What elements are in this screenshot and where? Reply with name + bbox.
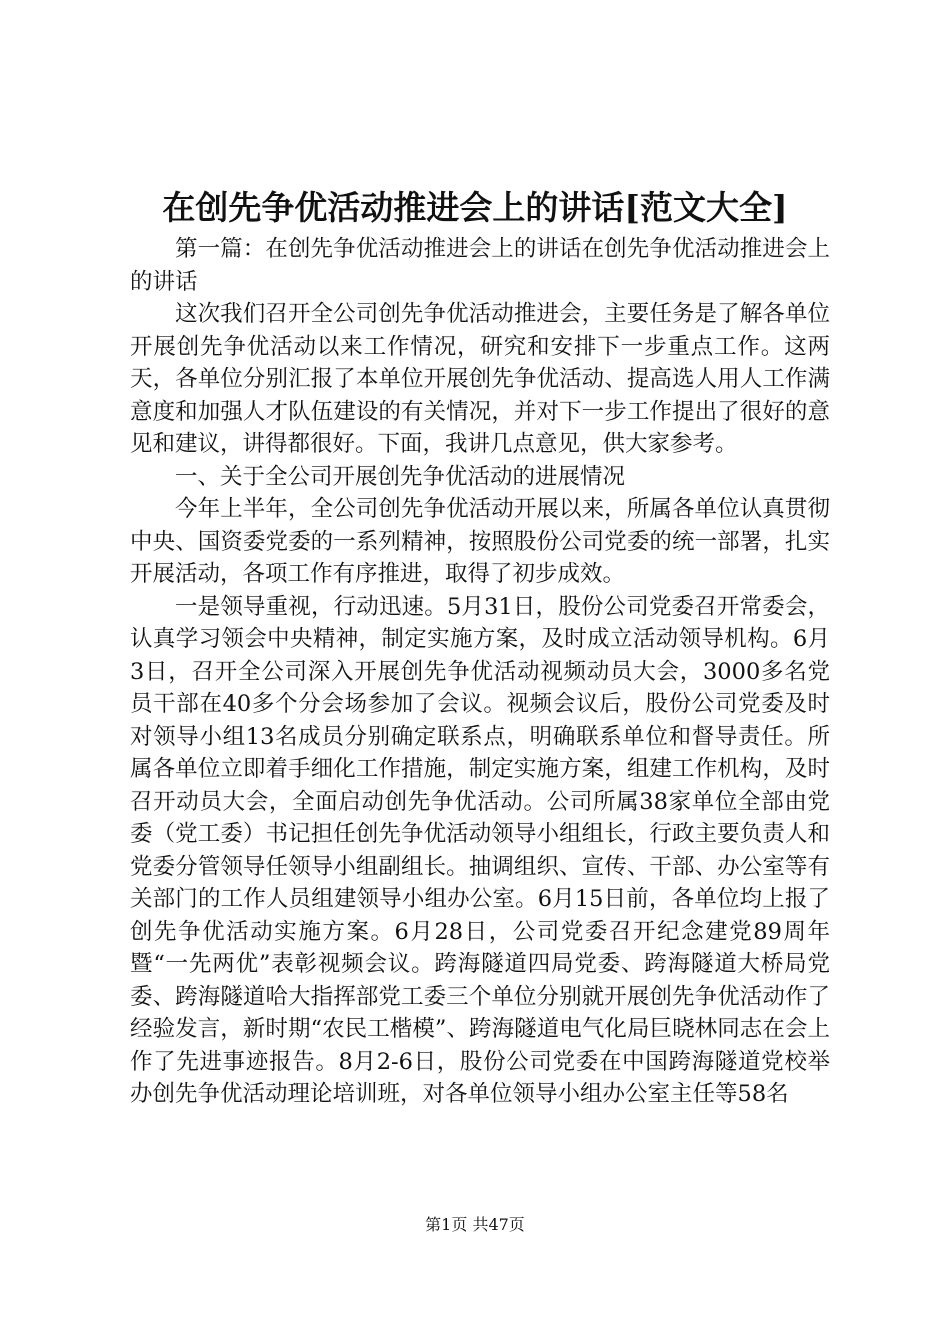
section-heading: 一、关于全公司开展创先争优活动的进展情况 [175,463,626,490]
document-body [130,233,830,1111]
document-title: 在创先争优活动推进会上的讲话[范文大全] [162,188,788,227]
paragraph-subtitle: 第一篇：在创先争优活动推进会上的讲话在创先争优活动推进会上的讲话 [130,236,830,295]
paragraph-progress: 今年上半年，全公司创先争优活动开展以来，所属各单位认真贯彻中央、国资委党委的一系列精神，按照股份公司党委的统一部署，扎实开展活动，各项工作有序推进，取得了初步成效。 [130,496,830,587]
page-indicator: 第1页 共47页 [425,1215,525,1234]
paragraph-intro: 这次我们召开全公司创先争优活动推进会，主要任务是了解各单位开展创先争优活动以来工作情况，研究和安排下一步重点工作。这两天，各单位分别汇报了本单位开展创先争优活动、提高选人用人工作满意度和加强人才队伍建设的有关情况，并对下一步工作提出了很好的意见和建议，讲得都很好。下面，我讲几点意见，供大家参考。 [130,301,830,457]
paragraph-leadership: 一是领导重视，行动迅速。5月31日，股份公司党委召开常委会，认真学习领会中央精神，制定实施方案，及时成立活动领导机构。6月3日，召开全公司深入开展创先争优活动视频动员大会，3000多名党员干部在40多个分会场参加了会议。视频会议后，股份公司党委及时对领导小组13名成员分别确定联系点，明确联系单位和督导责任。所属各单位立即着手细化工作措施，制定实施方案，组建工作机构，及时召开动员大会，全面启动创先争优活动。公司所属38家单位全部由党委（党工委）书记担任创先争优活动领导小组组长，行政主要负责人和党委分管领导任领导小组副组长。抽调组织、宣传、干部、办公室等有关部门的工作人员组建领导小组办公室。6月15日前，各单位均上报了创先争优活动实施方案。6月28日，公司党委召开纪念建党89周年暨“一先两优”表彰视频会议。跨海隧道四局党委、跨海隧道大桥局党委、跨海隧道哈大指挥部党工委三个单位分别就开展创先争优活动作了经验发言，新时期“农民工楷模”、跨海隧道电气化局巨晓林同志在会上作了先进事迹报告。8月2-6日，股份公司党委在中国跨海隧道党校举办创先争优活动理论培训班，对各单位领导小组办公室主任等58名 [130,593,830,1107]
